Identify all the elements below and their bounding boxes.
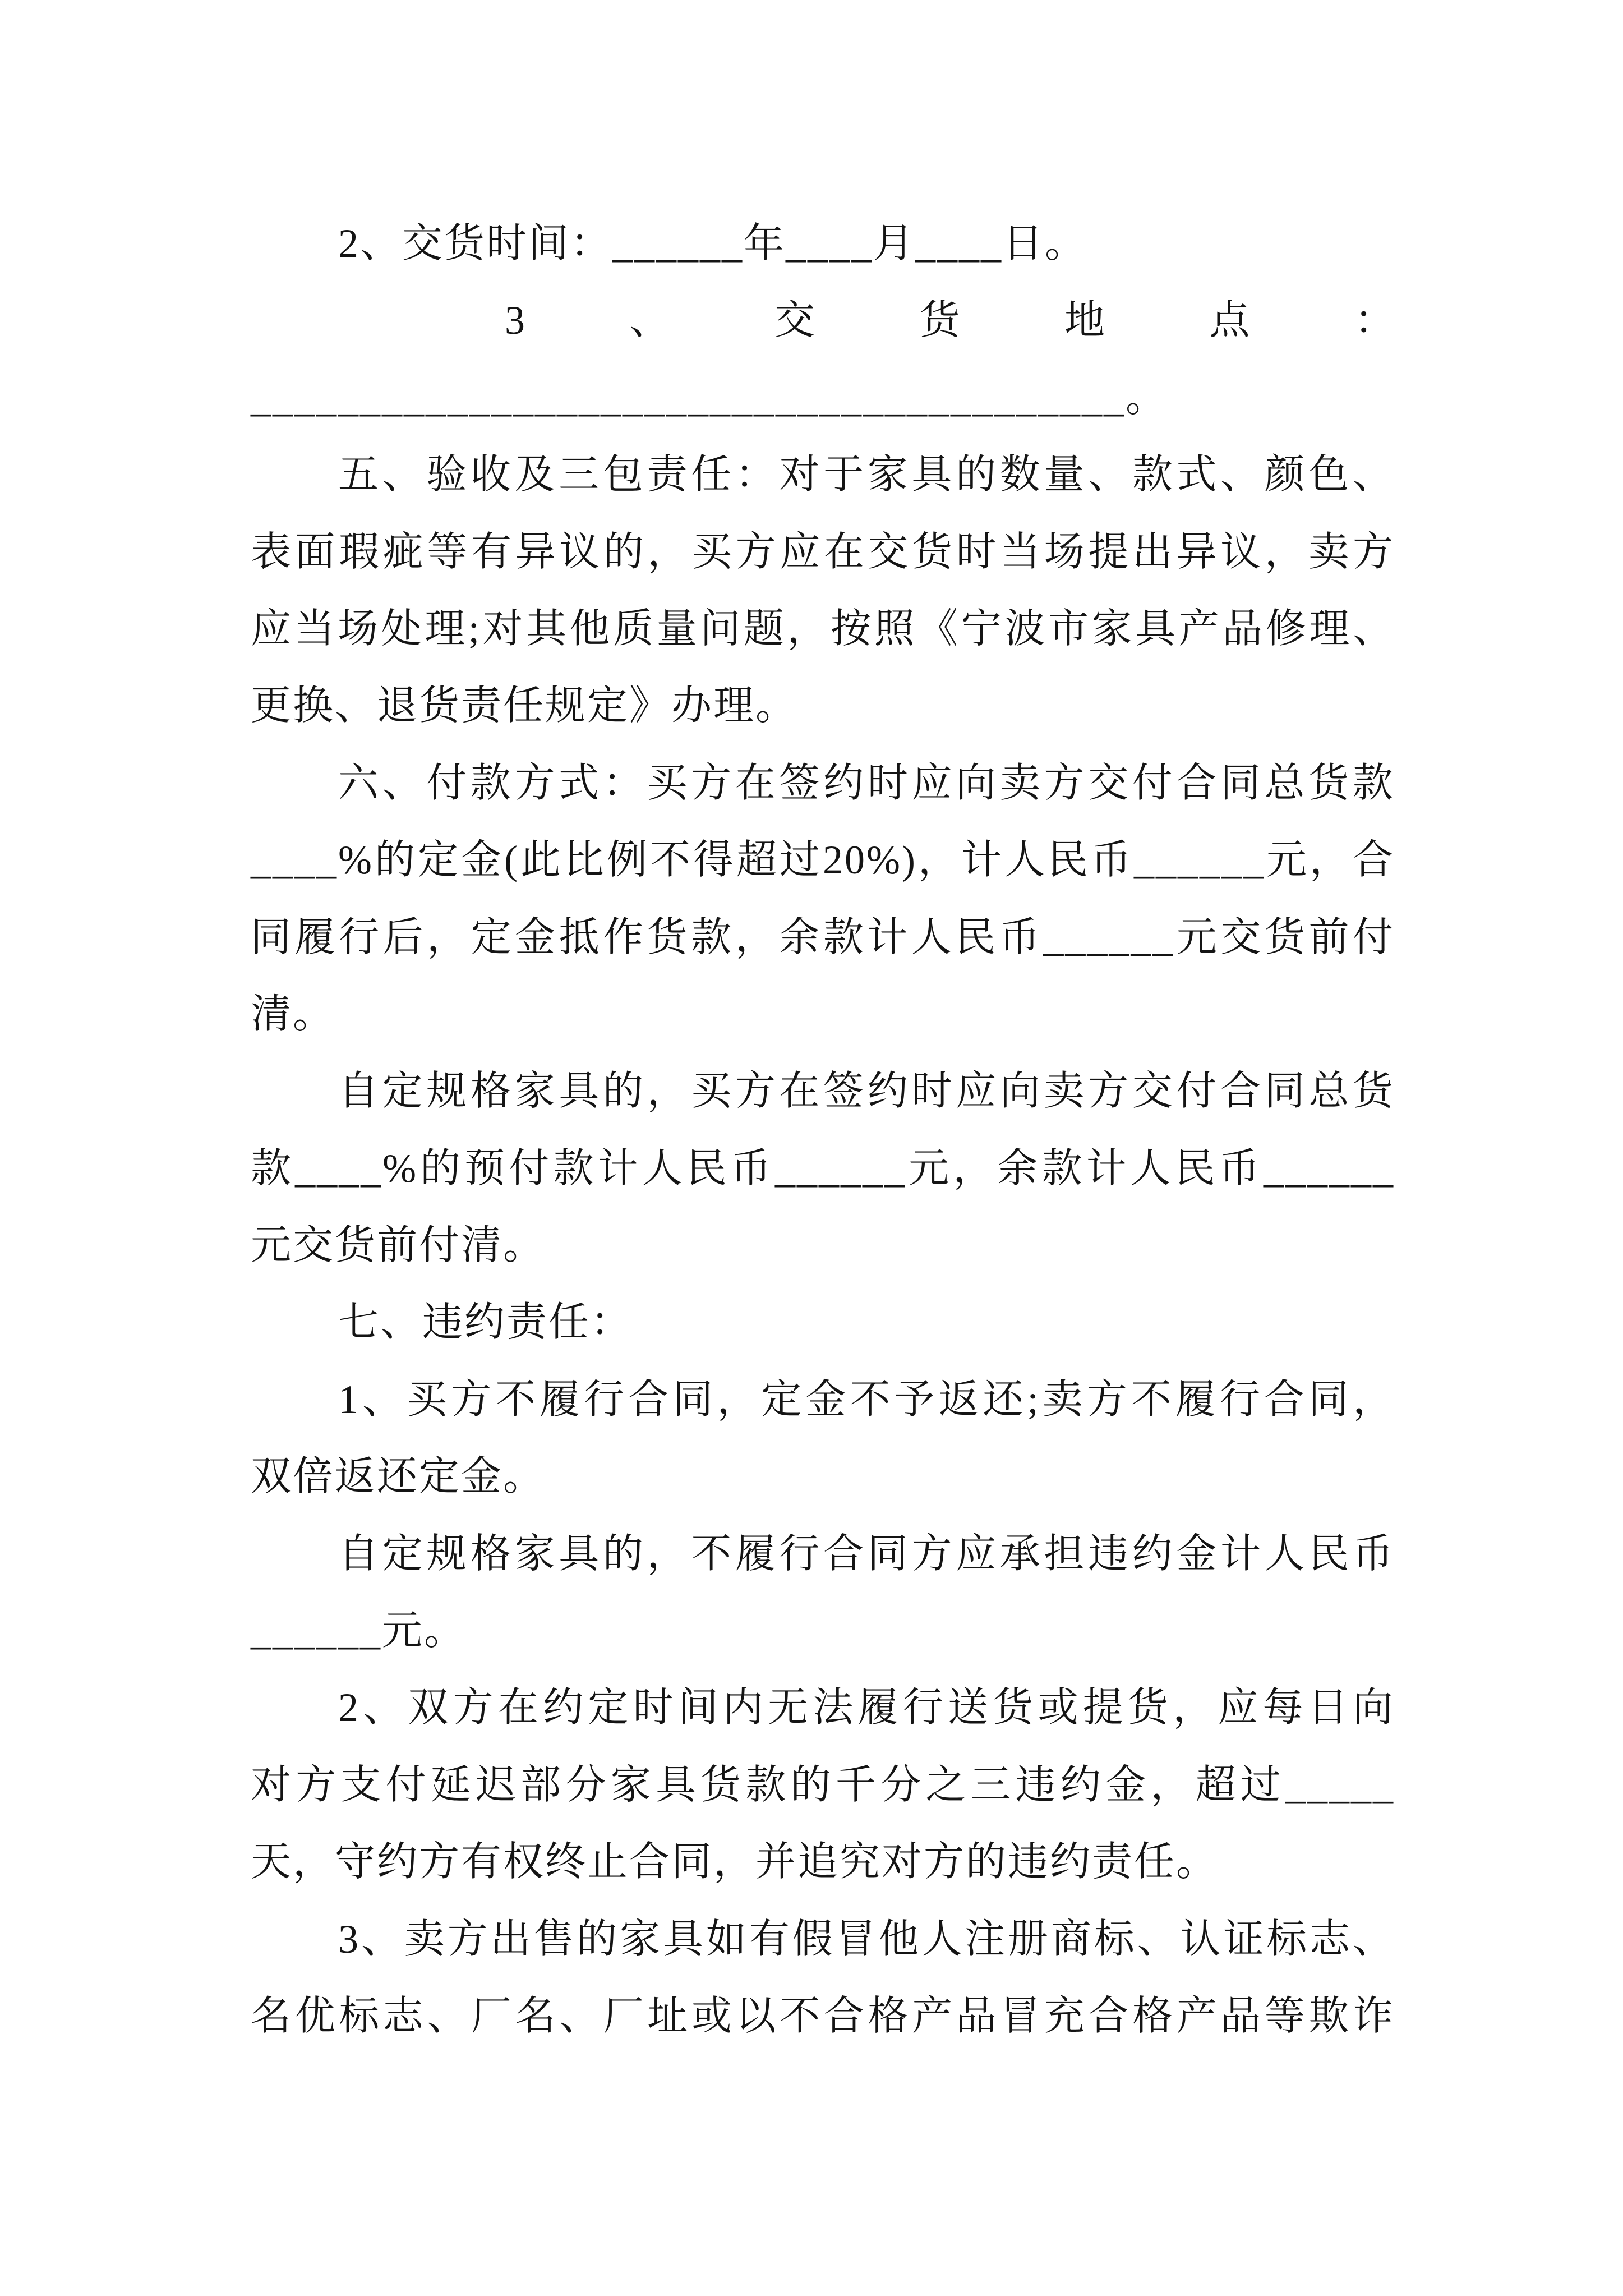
payment-custom-line: 自定规格家具的，买方在签约时应向卖方交付合同总货 bbox=[338, 1069, 1395, 1114]
breach-clause2-line: 对方支付延迟部分家具货款的千分之三违约金，超过_____ bbox=[251, 1762, 1395, 1807]
spread-char: 、 bbox=[629, 298, 670, 343]
contract-body bbox=[251, 205, 1395, 2055]
spread-char: 3 bbox=[505, 298, 525, 343]
breach-clause3-line: 3、卖方出售的家具如有假冒他人注册商标、认证标志、 bbox=[338, 1916, 1395, 1962]
acceptance-clause bbox=[251, 436, 1395, 745]
delivery-place-label bbox=[505, 282, 1395, 359]
payment-deposit-line: 同履行后，定金抵作货款，余款计人民币______元交货前付 bbox=[251, 914, 1395, 960]
spread-char: 交 bbox=[774, 298, 815, 343]
breach-custom-line: ______元。 bbox=[251, 1608, 467, 1654]
delivery-place-blank: ________________________________________。 bbox=[251, 375, 1168, 420]
breach-clause3-line: 名优标志、厂名、厂址或以不合格产品冒充合格产品等欺诈 bbox=[251, 1993, 1395, 2039]
delivery-section bbox=[251, 205, 1395, 436]
breach-heading: 七、违约责任： bbox=[338, 1300, 633, 1345]
acceptance-line: 应当场处理;对其他质量问题，按照《宁波市家具产品修理、 bbox=[251, 606, 1395, 651]
breach-clause2-line: 天，守约方有权终止合同，并追究对方的违约责任。 bbox=[251, 1839, 1219, 1885]
spread-char: 地 bbox=[1064, 298, 1105, 343]
payment-deposit-line: 六、付款方式：买方在签约时应向卖方交付合同总货款 bbox=[338, 760, 1395, 806]
payment-custom-line: 款____%的预付款计人民币______元，余款计人民币______ bbox=[251, 1145, 1395, 1191]
payment-deposit-line: 清。 bbox=[251, 991, 335, 1037]
delivery-time-line: 2、交货时间：______年____月____日。 bbox=[338, 221, 1087, 266]
payment-deposit-line: ____%的定金(此比例不得超过20%)，计人民币______元，合 bbox=[251, 838, 1395, 883]
breach-custom-line: 自定规格家具的，不履行合同方应承担违约金计人民币 bbox=[338, 1531, 1395, 1576]
breach-clause bbox=[251, 1284, 1395, 2055]
payment-custom-line: 元交货前付清。 bbox=[251, 1223, 546, 1268]
payment-clause bbox=[251, 745, 1395, 1285]
breach-clause1-line: 1、买方不履行合同，定金不予返还;卖方不履行合同， bbox=[338, 1377, 1395, 1422]
spread-char: ： bbox=[1354, 298, 1395, 343]
acceptance-line: 五、验收及三包责任：对于家具的数量、款式、颜色、 bbox=[338, 452, 1395, 498]
acceptance-line: 更换、退货责任规定》办理。 bbox=[251, 683, 798, 729]
breach-clause2-line: 2、双方在约定时间内无法履行送货或提货，应每日向 bbox=[338, 1685, 1395, 1731]
breach-clause1-line: 双倍返还定金。 bbox=[251, 1454, 546, 1499]
spread-char: 点 bbox=[1209, 298, 1250, 343]
spread-char: 货 bbox=[919, 298, 960, 343]
acceptance-line: 表面瑕疵等有异议的，买方应在交货时当场提出异议，卖方 bbox=[251, 529, 1395, 574]
